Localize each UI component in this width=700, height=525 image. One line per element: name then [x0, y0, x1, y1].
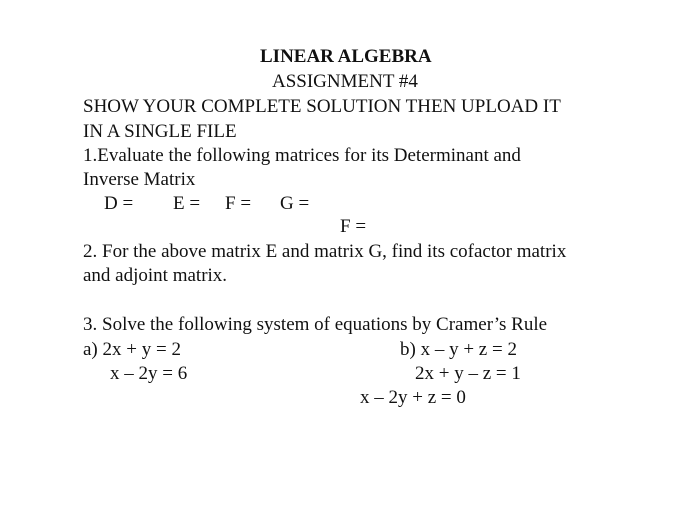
- question-3a-equation-1: a) 2x + y = 2: [83, 339, 181, 360]
- question-1-line-2: Inverse Matrix: [83, 169, 196, 190]
- matrix-label-g: G =: [280, 193, 310, 214]
- instruction-line-2: IN A SINGLE FILE: [83, 121, 237, 142]
- question-3b-equation-1: b) x – y + z = 2: [400, 339, 517, 360]
- matrix-label-f: F =: [225, 193, 252, 214]
- question-3-line-1: 3. Solve the following system of equations by Cramer’s Rule: [83, 314, 548, 335]
- instruction-line-1: SHOW YOUR COMPLETE SOLUTION THEN UPLOAD IT: [83, 96, 561, 117]
- matrix-label-d: D =: [104, 193, 134, 214]
- matrix-label-f-second: F =: [340, 216, 367, 237]
- doc-subtitle: ASSIGNMENT #4: [272, 71, 418, 92]
- question-2-line-2: and adjoint matrix.: [83, 265, 228, 286]
- matrix-label-e: E =: [173, 193, 201, 214]
- question-3b-equation-3: x – 2y + z = 0: [360, 387, 466, 408]
- question-3b-equation-2: 2x + y – z = 1: [415, 363, 521, 384]
- doc-title: LINEAR ALGEBRA: [260, 46, 432, 67]
- question-2-line-1: 2. For the above matrix E and matrix G, find its cofactor matrix: [83, 241, 567, 262]
- question-1-line-1: 1.Evaluate the following matrices for its Determinant and: [83, 145, 521, 166]
- question-3a-equation-2: x – 2y = 6: [110, 363, 188, 384]
